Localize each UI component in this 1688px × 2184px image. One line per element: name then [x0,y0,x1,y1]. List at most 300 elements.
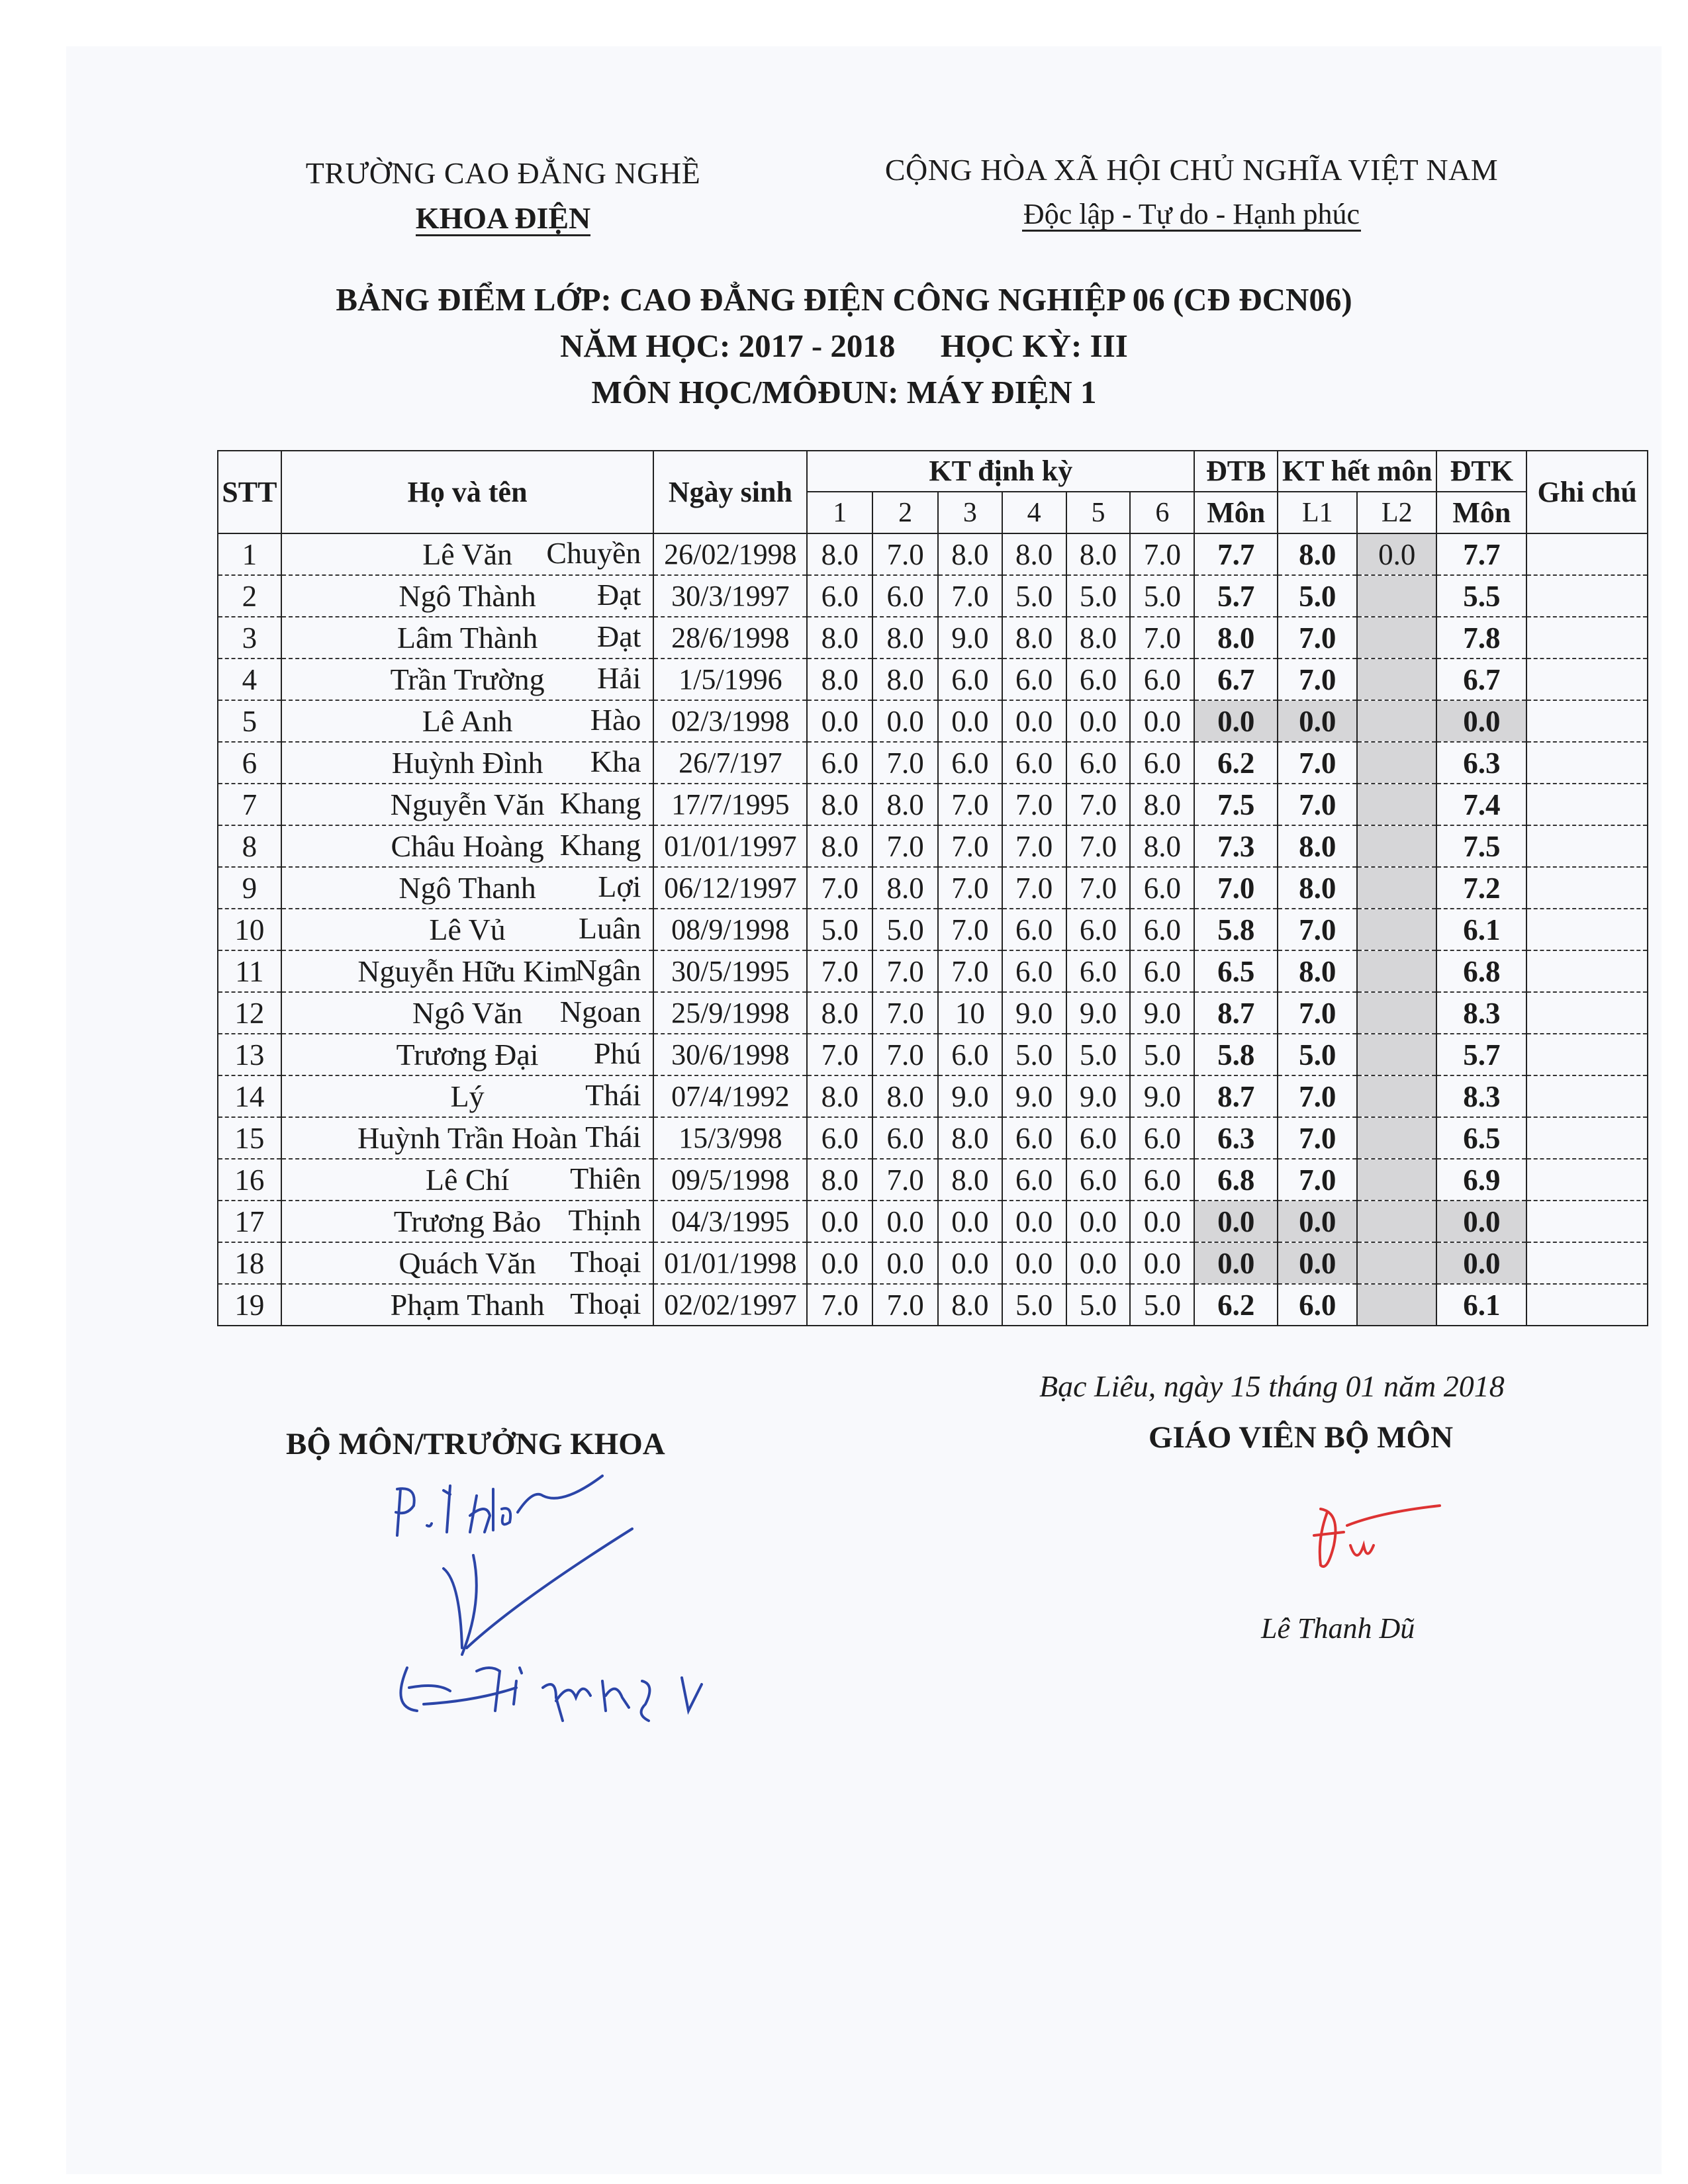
kt-score-cell: 7.0 [938,909,1002,950]
dtk-cell: 0.0 [1436,700,1526,742]
dtb-cell: 8.7 [1194,992,1278,1034]
l2-cell [1357,575,1436,617]
class-title: BẢNG ĐIỂM LỚP: CAO ĐẲNG ĐIỆN CÔNG NGHIỆP 06 (CĐ ĐCN06) [336,281,1352,318]
teacher-signature [1301,1486,1466,1598]
l1-cell: 8.0 [1278,533,1357,575]
stt-cell: 12 [218,992,281,1034]
kt-score-cell: 0.0 [807,700,872,742]
stt-cell: 9 [218,867,281,909]
dob-cell: 30/5/1995 [653,950,807,992]
kt-score-cell: 9.0 [938,1075,1002,1117]
col-final: KT hết môn [1278,451,1436,492]
student-name-cell [281,992,654,1034]
l2-cell [1357,992,1436,1034]
kt-score-cell: 7.0 [938,784,1002,825]
dtk-cell: 6.8 [1436,950,1526,992]
dob-cell: 02/3/1998 [653,700,807,742]
table-row [218,1284,1648,1326]
note-cell [1526,784,1648,825]
note-cell [1526,742,1648,784]
kt-score-cell: 8.0 [807,533,872,575]
dob-cell: 30/6/1998 [653,1034,807,1075]
stt-cell: 8 [218,825,281,867]
student-name-cell [281,742,654,784]
kt-score-cell: 0.0 [1130,700,1194,742]
student-name-cell [281,659,654,700]
kt-score-cell: 9.0 [1002,1075,1066,1117]
kt-score-cell: 6.0 [1130,950,1194,992]
note-cell [1526,575,1648,617]
kt-score-cell: 8.0 [938,533,1002,575]
student-name-cell [281,867,654,909]
kt-score-cell: 6.0 [1002,909,1066,950]
col-kt-2: 2 [872,492,938,533]
kt-score-cell: 5.0 [1130,575,1194,617]
kt-score-cell: 6.0 [1066,742,1131,784]
kt-score-cell: 5.0 [1130,1034,1194,1075]
student-name-cell [281,784,654,825]
family-name: Lý [450,1079,485,1113]
dtb-cell: 6.8 [1194,1159,1278,1201]
l2-cell [1357,825,1436,867]
l2-cell [1357,1075,1436,1117]
family-name: Trương Đại [396,1037,539,1071]
table-row [218,700,1648,742]
kt-score-cell: 0.0 [872,1201,938,1242]
kt-score-cell: 7.0 [872,1284,938,1326]
kt-score-cell: 0.0 [938,1201,1002,1242]
kt-score-cell: 6.0 [807,575,872,617]
kt-score-cell: 8.0 [807,992,872,1034]
table-row [218,1242,1648,1284]
l1-cell: 7.0 [1278,1117,1357,1159]
given-name: Lợi [598,870,641,903]
table-row [218,1075,1648,1117]
kt-score-cell: 7.0 [1002,825,1066,867]
kt-score-cell: 0.0 [807,1242,872,1284]
given-name: Đạt [597,619,641,653]
given-name: Ngoan [559,995,641,1028]
l2-cell [1357,1201,1436,1242]
col-kt-1: 1 [807,492,872,533]
kt-score-cell: 6.0 [1130,1117,1194,1159]
kt-score-cell: 7.0 [938,825,1002,867]
kt-score-cell: 5.0 [1002,1284,1066,1326]
kt-score-cell: 7.0 [872,1034,938,1075]
note-cell [1526,700,1648,742]
student-name-cell [281,700,654,742]
family-name: Trương Bảo [393,1204,541,1238]
given-name: Thái [585,1120,641,1154]
student-name-cell [281,617,654,659]
student-name-cell [281,575,654,617]
note-cell [1526,992,1648,1034]
family-name: Huỳnh Trần Hoàn [357,1120,578,1155]
dtk-cell: 6.7 [1436,659,1526,700]
stt-cell: 14 [218,1075,281,1117]
kt-score-cell: 7.0 [1002,784,1066,825]
kt-score-cell: 5.0 [1002,1034,1066,1075]
kt-score-cell: 7.0 [1066,784,1131,825]
kt-score-cell: 8.0 [1130,784,1194,825]
l1-cell: 5.0 [1278,575,1357,617]
col-kt-5: 5 [1066,492,1131,533]
l2-cell [1357,1159,1436,1201]
kt-score-cell: 0.0 [1130,1242,1194,1284]
kt-score-cell: 5.0 [1066,1034,1131,1075]
nation-header [841,152,1542,232]
dtb-cell: 6.3 [1194,1117,1278,1159]
table-row [218,659,1648,700]
table-row [218,825,1648,867]
l2-cell [1357,1284,1436,1326]
kt-score-cell: 8.0 [1066,617,1131,659]
l1-cell: 6.0 [1278,1284,1357,1326]
kt-score-cell: 9.0 [938,617,1002,659]
table-row [218,992,1648,1034]
given-name: Thiên [570,1161,641,1195]
kt-score-cell: 7.0 [872,533,938,575]
l1-cell: 7.0 [1278,909,1357,950]
col-dtb-sub: Môn [1194,492,1278,533]
kt-score-cell: 7.0 [872,1159,938,1201]
dtk-cell: 6.5 [1436,1117,1526,1159]
dtk-cell: 7.2 [1436,867,1526,909]
note-cell [1526,1242,1648,1284]
kt-score-cell: 6.0 [1002,659,1066,700]
kt-score-cell: 8.0 [938,1117,1002,1159]
kt-score-cell: 8.0 [807,617,872,659]
teacher-name: Lê Thanh Dũ [1261,1612,1415,1645]
kt-score-cell: 8.0 [807,1075,872,1117]
l2-cell [1357,784,1436,825]
kt-score-cell: 7.0 [807,867,872,909]
nation-name: CỘNG HÒA XÃ HỘI CHỦ NGHĨA VIỆT NAM [884,153,1499,187]
kt-score-cell: 7.0 [807,1284,872,1326]
dtk-cell: 7.5 [1436,825,1526,867]
school-name: TRƯỜNG CAO ĐẲNG NGHỀ [305,156,701,190]
department-head-title: BỘ MÔN/TRƯỞNG KHOA [286,1427,665,1461]
kt-score-cell: 7.0 [938,867,1002,909]
stt-cell: 10 [218,909,281,950]
school-year: NĂM HỌC: 2017 - 2018 [560,328,896,364]
dtk-cell: 0.0 [1436,1201,1526,1242]
student-name-cell [281,1034,654,1075]
given-name: Thoại [570,1287,641,1320]
given-name: Luân [578,911,641,945]
given-name: Khang [559,828,641,862]
note-cell [1526,1159,1648,1201]
dob-cell: 02/02/1997 [653,1284,807,1326]
kt-score-cell: 6.0 [1066,1117,1131,1159]
year-semester [199,323,1489,369]
family-name: Ngô Văn [412,995,523,1030]
kt-score-cell: 6.0 [1066,659,1131,700]
kt-score-cell: 8.0 [872,659,938,700]
kt-score-cell: 8.0 [1130,825,1194,867]
col-stt: STT [218,451,281,533]
table-row [218,617,1648,659]
stt-cell: 17 [218,1201,281,1242]
grade-rows [218,533,1648,1326]
col-dob: Ngày sinh [653,451,807,533]
l1-cell: 7.0 [1278,617,1357,659]
kt-score-cell: 6.0 [938,659,1002,700]
student-name-cell [281,1284,654,1326]
dtb-cell: 8.0 [1194,617,1278,659]
kt-score-cell: 8.0 [872,1075,938,1117]
stt-cell: 15 [218,1117,281,1159]
family-name: Huỳnh Đình [391,745,543,780]
student-name-cell [281,1075,654,1117]
student-name-cell [281,950,654,992]
dob-cell: 06/12/1997 [653,867,807,909]
l2-cell: 0.0 [1357,533,1436,575]
kt-score-cell: 7.0 [807,950,872,992]
l1-cell: 0.0 [1278,1201,1357,1242]
grade-table [217,450,1648,1326]
dtb-cell: 7.3 [1194,825,1278,867]
col-periodic: KT định kỳ [807,451,1194,492]
kt-score-cell: 6.0 [938,1034,1002,1075]
kt-score-cell: 0.0 [938,700,1002,742]
kt-score-cell: 8.0 [938,1159,1002,1201]
kt-score-cell: 6.0 [938,742,1002,784]
dtk-cell: 7.4 [1436,784,1526,825]
family-name: Châu Hoàng [391,829,544,863]
dtk-cell: 6.1 [1436,909,1526,950]
kt-score-cell: 6.0 [1002,950,1066,992]
kt-score-cell: 0.0 [807,1201,872,1242]
semester: HỌC KỲ: III [940,328,1128,364]
kt-score-cell: 8.0 [1066,533,1131,575]
kt-score-cell: 8.0 [1002,533,1066,575]
dtb-cell: 7.7 [1194,533,1278,575]
l2-cell [1357,950,1436,992]
kt-score-cell: 0.0 [1002,700,1066,742]
kt-score-cell: 6.0 [1130,742,1194,784]
department-name: KHOA ĐIỆN [416,203,591,236]
dob-cell: 26/02/1998 [653,533,807,575]
national-motto: Độc lập - Tự do - Hạnh phúc [1022,199,1361,232]
table-row [218,575,1648,617]
kt-score-cell: 8.0 [872,867,938,909]
l2-cell [1357,867,1436,909]
dob-cell: 01/01/1997 [653,825,807,867]
dtk-cell: 6.3 [1436,742,1526,784]
table-row [218,1159,1648,1201]
given-name: Thái [585,1078,641,1112]
col-dtk: ĐTK [1436,451,1526,492]
kt-score-cell: 0.0 [1002,1201,1066,1242]
kt-score-cell: 9.0 [1002,992,1066,1034]
family-name: Phạm Thanh [390,1287,545,1322]
dtk-cell: 7.7 [1436,533,1526,575]
given-name: Thoại [570,1245,641,1279]
kt-score-cell: 6.0 [1130,909,1194,950]
kt-score-cell: 5.0 [1066,575,1131,617]
note-cell [1526,1117,1648,1159]
note-cell [1526,1034,1648,1075]
dtb-cell: 7.5 [1194,784,1278,825]
family-name: Lê Văn [422,537,513,571]
table-row [218,742,1648,784]
dob-cell: 25/9/1998 [653,992,807,1034]
kt-score-cell: 7.0 [938,950,1002,992]
given-name: Phú [593,1036,641,1070]
note-cell [1526,1284,1648,1326]
kt-score-cell: 5.0 [1002,575,1066,617]
family-name: Ngô Thành [399,578,536,613]
stt-cell: 13 [218,1034,281,1075]
kt-score-cell: 7.0 [872,825,938,867]
given-name: Hải [597,661,641,695]
kt-score-cell: 8.0 [807,659,872,700]
school-header [265,156,741,236]
stt-cell: 18 [218,1242,281,1284]
dtb-cell: 5.8 [1194,1034,1278,1075]
kt-score-cell: 0.0 [938,1242,1002,1284]
col-kt-6: 6 [1130,492,1194,533]
l1-cell: 5.0 [1278,1034,1357,1075]
col-dtk-sub: Môn [1436,492,1526,533]
dob-cell: 30/3/1997 [653,575,807,617]
l1-cell: 7.0 [1278,742,1357,784]
dtb-cell: 6.5 [1194,950,1278,992]
note-cell [1526,533,1648,575]
table-row [218,784,1648,825]
dtb-cell: 0.0 [1194,700,1278,742]
note-cell [1526,909,1648,950]
family-name: Trần Trường [390,662,545,696]
stt-cell: 5 [218,700,281,742]
l2-cell [1357,700,1436,742]
dtb-cell: 7.0 [1194,867,1278,909]
dtb-cell: 6.2 [1194,1284,1278,1326]
table-row [218,867,1648,909]
note-cell [1526,659,1648,700]
kt-score-cell: 6.0 [1002,1117,1066,1159]
kt-score-cell: 0.0 [1130,1201,1194,1242]
note-cell [1526,1201,1648,1242]
family-name: Lê Anh [422,704,513,738]
dtb-cell: 0.0 [1194,1201,1278,1242]
kt-score-cell: 8.0 [1002,617,1066,659]
kt-score-cell: 0.0 [1002,1242,1066,1284]
kt-score-cell: 7.0 [938,575,1002,617]
dtk-cell: 0.0 [1436,1242,1526,1284]
dtk-cell: 6.1 [1436,1284,1526,1326]
l2-cell [1357,659,1436,700]
dob-cell: 04/3/1995 [653,1201,807,1242]
stt-cell: 4 [218,659,281,700]
kt-score-cell: 7.0 [1130,533,1194,575]
kt-score-cell: 7.0 [1066,867,1131,909]
col-kt-4: 4 [1002,492,1066,533]
student-name-cell [281,825,654,867]
family-name: Lê Chí [425,1162,510,1197]
l1-cell: 0.0 [1278,700,1357,742]
kt-score-cell: 9.0 [1130,1075,1194,1117]
table-row [218,1117,1648,1159]
dtb-cell: 0.0 [1194,1242,1278,1284]
note-cell [1526,867,1648,909]
kt-score-cell: 6.0 [872,1117,938,1159]
family-name: Lâm Thành [397,620,538,655]
kt-score-cell: 7.0 [1002,867,1066,909]
kt-score-cell: 10 [938,992,1002,1034]
student-name-cell [281,1159,654,1201]
stt-cell: 11 [218,950,281,992]
place-date: Bạc Liêu, ngày 15 tháng 01 năm 2018 [1039,1369,1505,1403]
kt-score-cell: 8.0 [807,1159,872,1201]
kt-score-cell: 0.0 [1066,1201,1131,1242]
kt-score-cell: 5.0 [1130,1284,1194,1326]
kt-score-cell: 6.0 [1066,909,1131,950]
student-name-cell [281,909,654,950]
l1-cell: 8.0 [1278,825,1357,867]
col-dtb: ĐTB [1194,451,1278,492]
document-titles [199,277,1489,416]
l2-cell [1357,909,1436,950]
l2-cell [1357,1242,1436,1284]
col-name: Họ và tên [281,451,654,533]
family-name: Ngô Thanh [399,870,536,905]
l2-cell [1357,1034,1436,1075]
kt-score-cell: 8.0 [938,1284,1002,1326]
kt-score-cell: 7.0 [872,742,938,784]
stt-cell: 16 [218,1159,281,1201]
l1-cell: 7.0 [1278,659,1357,700]
l2-cell [1357,617,1436,659]
kt-score-cell: 6.0 [1066,950,1131,992]
col-note: Ghi chú [1526,451,1648,533]
col-kt-3: 3 [938,492,1002,533]
department-head-signature [344,1449,715,1734]
dtk-cell: 7.8 [1436,617,1526,659]
dob-cell: 17/7/1995 [653,784,807,825]
note-cell [1526,950,1648,992]
kt-score-cell: 6.0 [872,575,938,617]
stt-cell: 3 [218,617,281,659]
dob-cell: 08/9/1998 [653,909,807,950]
kt-score-cell: 7.0 [1066,825,1131,867]
subject-title: MÔN HỌC/MÔĐUN: MÁY ĐIỆN 1 [591,374,1097,410]
kt-score-cell: 5.0 [807,909,872,950]
given-name: Chuyền [546,536,641,570]
dtb-cell: 5.7 [1194,575,1278,617]
table-row [218,1201,1648,1242]
given-name: Hào [590,703,641,737]
kt-score-cell: 0.0 [1066,1242,1131,1284]
note-cell [1526,617,1648,659]
student-name-cell [281,533,654,575]
kt-score-cell: 6.0 [1130,867,1194,909]
teacher-title: GIÁO VIÊN BỘ MÔN [1149,1420,1454,1455]
table-row [218,950,1648,992]
kt-score-cell: 7.0 [872,950,938,992]
kt-score-cell: 5.0 [872,909,938,950]
col-l2: L2 [1357,492,1436,533]
table-row [218,533,1648,575]
kt-score-cell: 6.0 [1130,659,1194,700]
kt-score-cell: 9.0 [1066,992,1131,1034]
kt-score-cell: 7.0 [807,1034,872,1075]
kt-score-cell: 8.0 [807,784,872,825]
kt-score-cell: 5.0 [1066,1284,1131,1326]
l1-cell: 7.0 [1278,1075,1357,1117]
family-name: Nguyễn Hữu Kim [357,954,577,988]
